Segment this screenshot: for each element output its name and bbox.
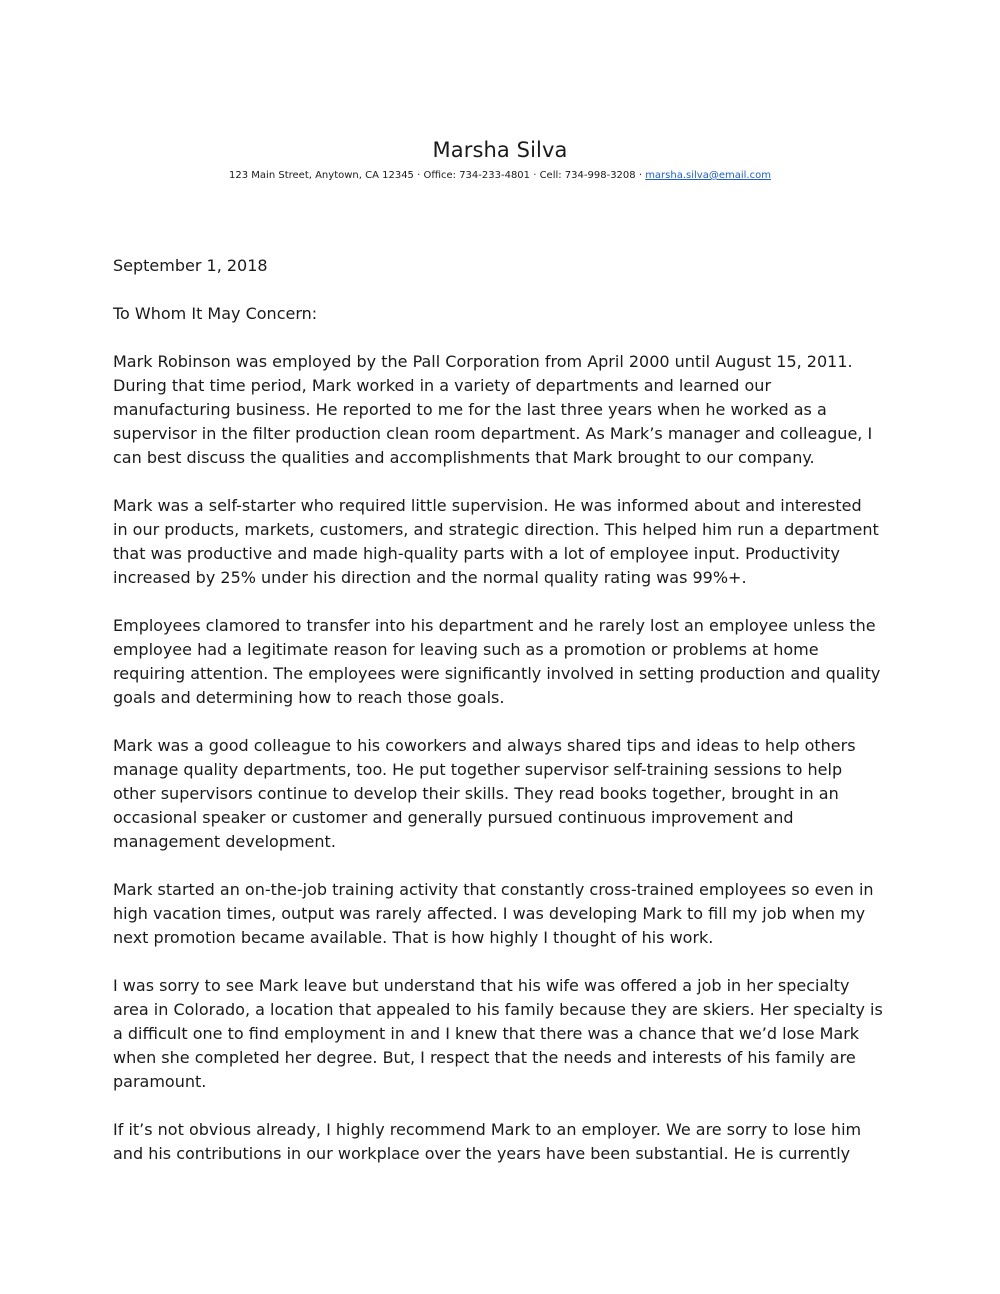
paragraph-line: high vacation times, output was rarely affected. I was developing Mark to fill my job when my [113,904,866,923]
paragraph-3 [113,614,883,710]
paragraph-line: increased by 25% under his direction and the normal quality rating was 99%+. [113,568,747,587]
paragraph-line: Mark was a self-starter who required little supervision. He was informed about and interested [113,496,862,515]
paragraph-line: other supervisors continue to develop their skills. They read books together, brought in an [113,784,839,803]
paragraph-line: Employees clamored to transfer into his department and he rarely lost an employee unless the [113,616,876,635]
paragraph-line: requiring attention. The employees were significantly involved in setting production and quality [113,664,881,683]
paragraph-line: management development. [113,832,336,851]
paragraph-line: manage quality departments, too. He put together supervisor self-training sessions to help [113,760,843,779]
paragraph-line: occasional speaker or customer and generally pursued continuous improvement and [113,808,794,827]
paragraph-line: If it’s not obvious already, I highly recommend Mark to an employer. We are sorry to lose him [113,1120,862,1139]
paragraph-line: that was productive and made high-quality parts with a lot of employee input. Productivity [113,544,840,563]
paragraph-line: I was sorry to see Mark leave but understand that his wife was offered a job in her specialty [113,976,850,995]
paragraph-line: a difficult one to find employment in and I knew that there was a chance that we’d lose Mark [113,1024,860,1043]
paragraph-7 [113,1118,883,1166]
paragraph-line: During that time period, Mark worked in a variety of departments and learned our [113,376,772,395]
paragraph-line: employee had a legitimate reason for leaving such as a promotion or problems at home [113,640,819,659]
paragraph-line: can best discuss the qualities and accomplishments that Mark brought to our company. [113,448,815,467]
letter-date: September 1, 2018 [113,256,268,275]
email-link[interactable]: marsha.silva@email.com [645,170,771,181]
paragraph-line: and his contributions in our workplace over the years have been substantial. He is currently [113,1144,851,1163]
paragraph-line: goals and determining how to reach those goals. [113,688,505,707]
letter-body [113,254,883,1190]
contact-details: 123 Main Street, Anytown, CA 12345 · Office: 734-233-4801 · Cell: 734-998-3208 · [229,170,646,181]
letterhead [0,134,1000,186]
paragraph-line: next promotion became available. That is how highly I thought of his work. [113,928,714,947]
paragraph-2 [113,494,883,590]
paragraph-line: paramount. [113,1072,207,1091]
contact-line [0,166,1000,186]
paragraph-line: when she completed her degree. But, I respect that the needs and interests of his family are [113,1048,856,1067]
paragraph-line: Mark Robinson was employed by the Pall Corporation from April 2000 until August 15, 2011. [113,352,853,371]
paragraph-line: Mark was a good colleague to his coworkers and always shared tips and ideas to help others [113,736,856,755]
paragraph-line: area in Colorado, a location that appealed to his family because they are skiers. Her specialty is [113,1000,883,1019]
paragraph-line: in our products, markets, customers, and strategic direction. This helped him run a department [113,520,879,539]
paragraph-line: supervisor in the filter production clean room department. As Mark’s manager and colleague, I [113,424,873,443]
paragraph-line: manufacturing business. He reported to me for the last three years when he worked as a [113,400,827,419]
paragraph-6 [113,974,883,1094]
paragraph-line: Mark started an on-the-job training activity that constantly cross-trained employees so even in [113,880,874,899]
paragraph-5 [113,878,883,950]
paragraph-1 [113,350,883,470]
sender-name: Marsha Silva [432,138,568,162]
paragraph-4 [113,734,883,854]
salutation: To Whom It May Concern: [113,304,318,323]
